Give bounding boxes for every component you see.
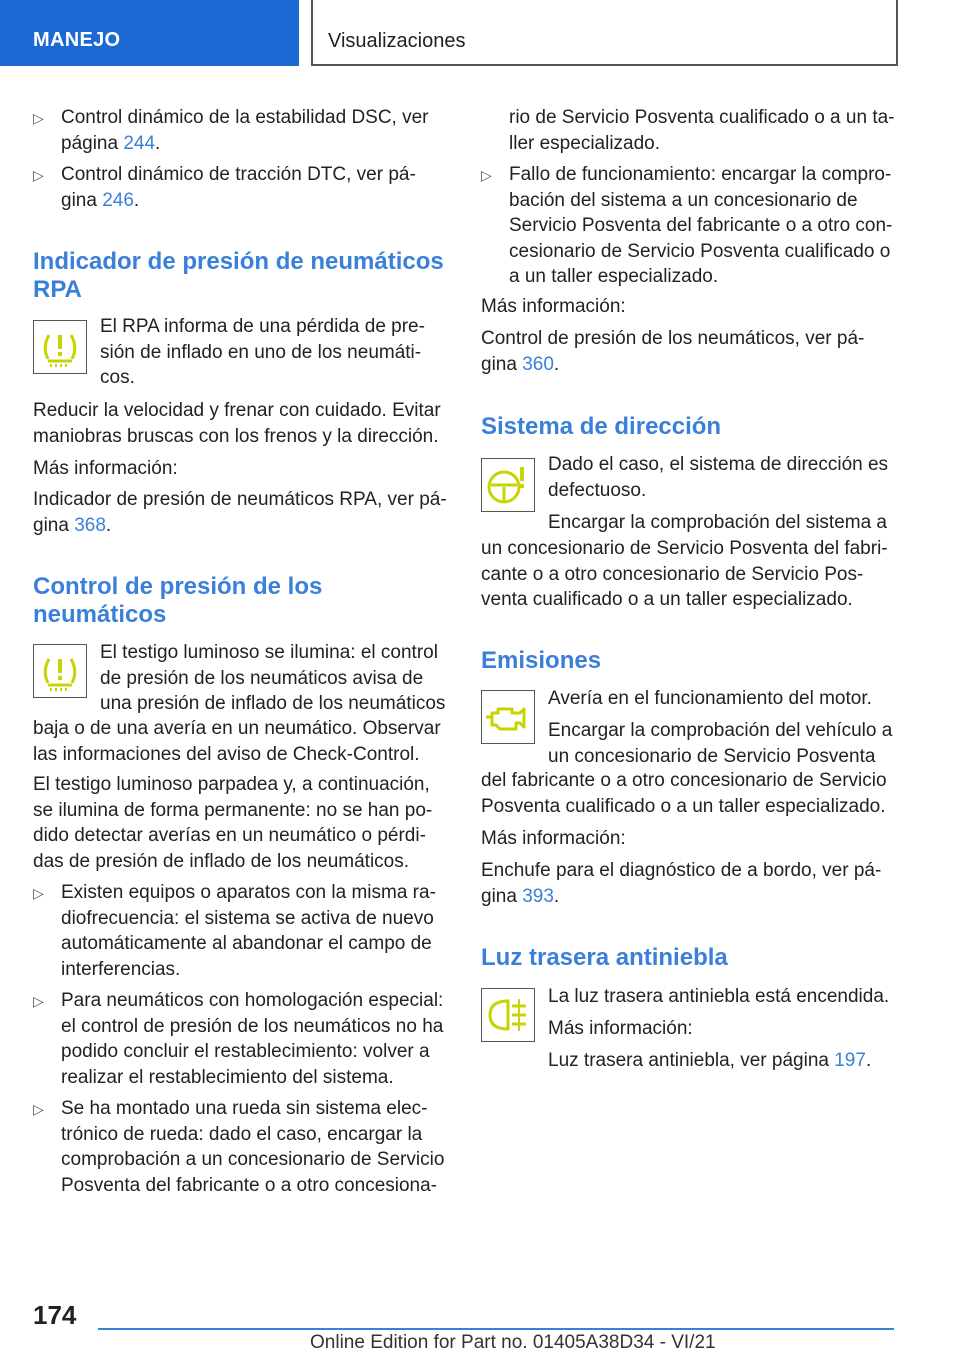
page-link[interactable]: 393 bbox=[522, 885, 554, 907]
paragraph: Encargar la comprobación del sistema a bbox=[548, 512, 888, 533]
section-heading: Sistema de dirección bbox=[481, 413, 722, 440]
paragraph: Encargar la comprobación del vehículo a un concesionario de Servicio Posventa bbox=[548, 720, 893, 767]
paragraph: Más información: bbox=[33, 458, 178, 479]
bullet-icon: ▷ bbox=[33, 1101, 44, 1117]
tire-pressure-warning-icon bbox=[33, 320, 87, 374]
chapter-header bbox=[311, 0, 898, 66]
paragraph: Enchufe para el diagnóstico de a bordo, ver pá- gina 393. bbox=[481, 860, 882, 907]
paragraph: El testigo luminoso se ilumina: el control de presión de los neumáticos avisa de una presión de inflado de los neumáticos bbox=[100, 642, 446, 714]
section-heading: Emisiones bbox=[481, 647, 602, 674]
bullet-icon: ▷ bbox=[33, 167, 44, 183]
section-heading: Luz trasera antiniebla bbox=[481, 944, 728, 971]
section-heading: Control de presión de los neumáticos bbox=[33, 573, 323, 628]
section-label: MANEJO bbox=[33, 29, 121, 51]
paragraph: un concesionario de Servicio Posventa del fabri- cante o a otro concesionario de Servicio Pos- venta cualificado o a un taller especializado. bbox=[481, 538, 888, 610]
section-tab bbox=[0, 0, 299, 66]
bullet-text: Para neumáticos con homologación especial: el control de presión de los neumáticos no ha podido concluir el restablecimiento: volver a realizar el restablecimiento del sistema. bbox=[61, 990, 444, 1088]
bullet-text: Existen equipos o aparatos con la misma ra- diofrecuencia: el sistema se activa de nuevo automáticamente al abandonar el campo de interferencias. bbox=[61, 882, 436, 980]
bullet-text: Se ha montado una rueda sin sistema elec- trónico de rueda: dado el caso, encargar la comprobación a un concesionario de Servicio Posventa del fabricante o a otro concesiona- bbox=[61, 1098, 445, 1196]
paragraph: baja o de una avería en un neumático. Observar las informaciones del aviso de Check-Control. bbox=[33, 718, 441, 765]
page-link[interactable]: 246 bbox=[102, 189, 134, 211]
paragraph: Control de presión de los neumáticos, ver pá- gina 360. bbox=[481, 328, 865, 375]
paragraph: Indicador de presión de neumáticos RPA, ver pá- gina 368. bbox=[33, 489, 447, 536]
paragraph: El testigo luminoso parpadea y, a continuación, se ilumina de forma permanente: no se han po- dido detectar averías en un neumático o pérdi- das de presión de inflado de los neumáticos. bbox=[33, 774, 433, 872]
bullet-text: rio de Servicio Posventa cualificado o a un ta- ller especializado. bbox=[509, 107, 895, 154]
paragraph: Reducir la velocidad y frenar con cuidado. Evitar maniobras bruscas con los frenos y la dirección. bbox=[33, 400, 441, 447]
bullet-text: Fallo de funcionamiento: encargar la compro- bación del sistema a un concesionario de Servicio Posventa del fabricante o a otro con- cesionario de Servicio Posventa cualificado o a un taller especializado. bbox=[509, 164, 893, 287]
paragraph: Más información: bbox=[481, 828, 626, 849]
bullet-icon: ▷ bbox=[33, 885, 44, 901]
paragraph: Avería en el funcionamiento del motor. bbox=[548, 688, 872, 709]
rear-fog-light-icon bbox=[481, 988, 535, 1042]
page-link[interactable]: 360 bbox=[522, 353, 554, 375]
engine-check-icon bbox=[481, 690, 535, 744]
steering-warning-icon bbox=[481, 458, 535, 512]
section-heading: Indicador de presión de neumáticos RPA bbox=[33, 248, 444, 303]
page-link[interactable]: 197 bbox=[834, 1050, 866, 1071]
paragraph: La luz trasera antiniebla está encendida. bbox=[548, 986, 890, 1007]
page-link[interactable]: 244 bbox=[123, 132, 156, 154]
tire-pressure-warning-icon bbox=[33, 644, 87, 698]
chapter-title: Visualizaciones bbox=[328, 30, 466, 52]
paragraph: El RPA informa de una pérdida de pre- sión de inflado en uno de los neumáti- cos. bbox=[100, 316, 425, 388]
paragraph: Más información: bbox=[481, 296, 626, 317]
page-number: 174 bbox=[33, 1300, 77, 1330]
paragraph: Luz trasera antiniebla, ver página 197. bbox=[548, 1050, 872, 1071]
bullet-icon: ▷ bbox=[33, 110, 44, 126]
page-link[interactable]: 368 bbox=[74, 514, 106, 536]
footer-divider bbox=[98, 1328, 894, 1330]
paragraph: del fabricante o a otro concesionario de Servicio Posventa cualificado o a un taller especializado. bbox=[481, 770, 887, 817]
bullet-icon: ▷ bbox=[33, 993, 44, 1009]
bullet-icon: ▷ bbox=[481, 167, 492, 183]
paragraph: Dado el caso, el sistema de dirección es defectuoso. bbox=[548, 454, 889, 501]
bullet-text: Control dinámico de la estabilidad DSC, ver página 244. bbox=[61, 107, 429, 154]
paragraph: Más información: bbox=[548, 1018, 693, 1039]
bullet-text: Control dinámico de tracción DTC, ver pá- gina 246. bbox=[61, 164, 416, 211]
edition-text: Online Edition for Part no. 01405A38D34 - VI/21 bbox=[310, 1332, 716, 1353]
